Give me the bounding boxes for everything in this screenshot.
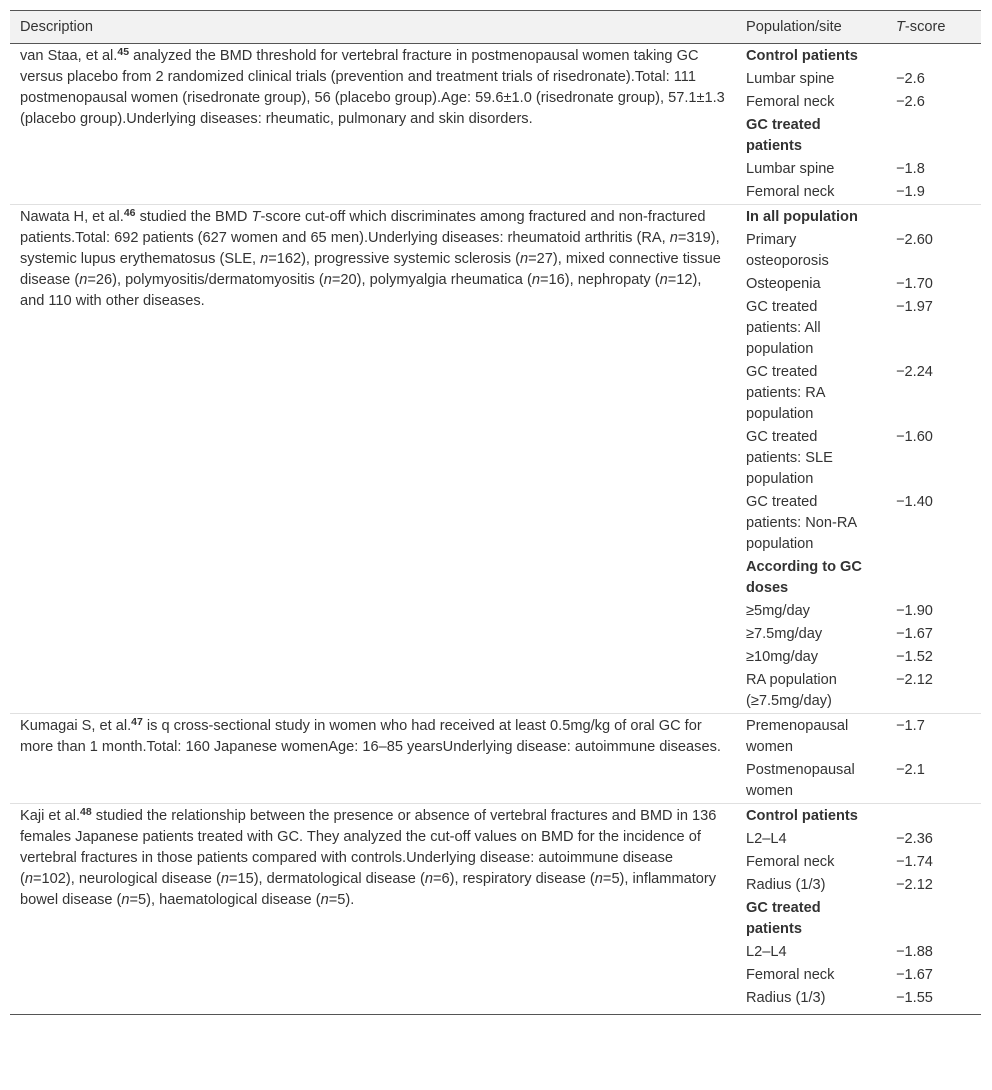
header-tscore (886, 11, 981, 44)
population-group-heading: In all population (736, 205, 886, 230)
italic-text: n (260, 251, 269, 267)
tscore-value: −1.40 (896, 494, 933, 510)
study-description (10, 804, 736, 1011)
table-header (10, 11, 981, 44)
description-text: studied the BMD (135, 209, 252, 225)
population-site: GC treated patients: RA population (746, 364, 825, 422)
study-description-text (20, 207, 726, 314)
table-bottom-spacer (10, 1010, 981, 1015)
tscore-value (886, 114, 981, 158)
table-row (10, 714, 981, 760)
tscore-value: −1.55 (896, 990, 933, 1006)
tscore-value (886, 897, 981, 941)
italic-text: n (659, 272, 668, 288)
population-site: RA population (≥7.5mg/day) (746, 672, 837, 709)
table-body (10, 44, 981, 1015)
description-text: Kaji et al. (20, 808, 81, 824)
tscore-value (886, 205, 981, 230)
population-site: Radius (1/3) (746, 877, 826, 893)
population-site: Femoral neck (746, 94, 835, 110)
population-site: Primary osteoporosis (746, 232, 829, 269)
description-text: is q cross-sectional study in women who had received at least 0.5mg/kg of oral GC for more than 1 month.Total: 160 Japanese womenAge: 16–85 yearsUnderlying disease: autoimmune diseases. (20, 718, 721, 755)
description-text: -score cut-off which discriminates among fractured and non-fractured patients.Total: 692 patients (627 women and 65 men).Underlying diseases: rheumatoid arthritis (RA, (20, 209, 706, 246)
table-container (10, 10, 981, 1015)
population-group-heading: GC treated patients (746, 117, 821, 154)
population-site: ≥5mg/day (746, 603, 810, 619)
italic-text: n (79, 272, 88, 288)
tscore-value: −1.90 (896, 603, 933, 619)
population-site: GC treated patients: Non-RA population (746, 494, 857, 552)
tscore-value: −2.36 (896, 831, 933, 847)
description-text: Kumagai S, et al. (20, 718, 132, 734)
population-site: Lumbar spine (746, 161, 835, 177)
description-text: =162), progressive systemic sclerosis ( (268, 251, 521, 267)
study-description-text (20, 806, 726, 913)
description-text: studied the relationship between the presence or absence of vertebral fractures and BMD in 136 females Japanese patients treated with GC. They analyzed the cut-off values on BMD for the incidence of vertebral fractures in those patients compared with controls.Underlying disease: autoimmune disease ( (20, 808, 717, 887)
italic-text: n (320, 892, 329, 908)
description-text: van Staa, et al. (20, 48, 118, 64)
header-row (10, 11, 981, 44)
header-population: Population/site (736, 11, 886, 44)
population-group-heading: GC treated patients (746, 900, 821, 937)
description-text: =102), neurological disease ( (33, 871, 221, 887)
tscore-value: −2.6 (896, 71, 925, 87)
header-tscore-italic: T (896, 19, 905, 35)
description-text: =27), mixed connective tissue disease ( (20, 251, 721, 288)
tscore-value: −1.52 (896, 649, 933, 665)
population-group-heading: Control patients (736, 804, 886, 829)
italic-text: n (24, 871, 33, 887)
study-description-text (20, 716, 726, 760)
study-description-text (20, 46, 726, 132)
italic-text: n (520, 251, 529, 267)
description-text: =20), polymyalgia rheumatica ( (331, 272, 532, 288)
tscore-value: −2.1 (896, 762, 925, 778)
tscore-value: −1.88 (896, 944, 933, 960)
tscore-value: −2.12 (896, 877, 933, 893)
tscore-value: −2.6 (896, 94, 925, 110)
italic-text: n (594, 871, 603, 887)
population-site: L2–L4 (746, 944, 787, 960)
italic-text: n (121, 892, 130, 908)
study-description (10, 44, 736, 205)
population-site: ≥10mg/day (746, 649, 819, 665)
tscore-value: −1.8 (896, 161, 925, 177)
tscore-value: −2.24 (896, 364, 933, 380)
population-site: Femoral neck (746, 967, 835, 983)
population-site: GC treated patients: SLE population (746, 429, 833, 487)
tscore-value: −1.74 (896, 854, 933, 870)
population-site: GC treated patients: All population (746, 299, 821, 357)
tscore-value: −2.12 (896, 672, 933, 688)
italic-text: n (323, 272, 332, 288)
description-text: =16), nephropaty ( (539, 272, 660, 288)
population-site: Femoral neck (746, 184, 835, 200)
description-text: Nawata H, et al. (20, 209, 124, 225)
tscore-value: −2.60 (896, 232, 933, 248)
tscore-threshold-table (10, 10, 981, 1015)
description-text: =5). (328, 892, 355, 908)
population-site: Premenopausal women (736, 714, 886, 760)
tscore-value (886, 804, 981, 829)
reference-number: 46 (123, 207, 136, 219)
study-description (10, 714, 736, 804)
description-text: =12), and 110 with other diseases. (20, 272, 702, 309)
population-group-heading: Control patients (736, 44, 886, 69)
population-site: ≥7.5mg/day (746, 626, 823, 642)
table-row (10, 804, 981, 829)
italic-text: n (669, 230, 678, 246)
tscore-value: −1.7 (886, 714, 981, 760)
description-text: =26), polymyositis/dermatomyositis ( (87, 272, 324, 288)
population-site: Lumbar spine (746, 71, 835, 87)
reference-number: 45 (117, 46, 130, 58)
italic-text: n (424, 871, 433, 887)
italic-text: T (251, 209, 261, 225)
description-text: =5), inflammatory bowel disease ( (20, 871, 717, 908)
italic-text: n (531, 272, 540, 288)
description-text: =15), dermatological disease ( (228, 871, 425, 887)
tscore-value: −1.60 (896, 429, 933, 445)
description-text: =6), respiratory disease ( (432, 871, 595, 887)
population-site: Radius (1/3) (746, 990, 826, 1006)
table-row (10, 44, 981, 69)
description-text: =319), systemic lupus erythematosus (SLE, (20, 230, 720, 267)
italic-text: n (220, 871, 229, 887)
population-site: Osteopenia (746, 276, 821, 292)
table-row (10, 205, 981, 230)
population-group-heading: According to GC doses (746, 559, 862, 596)
tscore-value: −1.70 (896, 276, 933, 292)
header-tscore-suffix: -score (904, 19, 946, 35)
reference-number: 48 (80, 806, 92, 818)
reference-number: 47 (131, 716, 143, 728)
tscore-value: −1.9 (896, 184, 925, 200)
tscore-value: −1.67 (896, 967, 933, 983)
description-text: =5), haematological disease ( (129, 892, 321, 908)
study-description (10, 205, 736, 714)
description-text: analyzed the BMD threshold for vertebral fracture in postmenopausal women taking GC versus placebo from 2 randomized clinical trials (prevention and treatment trials of risedronate).Total: 111 postmenopausal women (risedronate group), 56 (placebo group).Age: 59.6±1.0 (risedronate group), 57.1±1.3 (placebo group).Underlying diseases: rheumatic, pulmonary and skin disorders. (20, 48, 725, 127)
header-description: Description (10, 11, 736, 44)
tscore-value (886, 44, 981, 69)
tscore-value: −1.97 (896, 299, 933, 315)
population-site: Femoral neck (746, 854, 835, 870)
spacer-cell (10, 1010, 981, 1015)
population-site: Postmenopausal women (746, 762, 855, 799)
population-site: L2–L4 (746, 831, 787, 847)
tscore-value: −1.67 (896, 626, 933, 642)
tscore-value (886, 556, 981, 600)
